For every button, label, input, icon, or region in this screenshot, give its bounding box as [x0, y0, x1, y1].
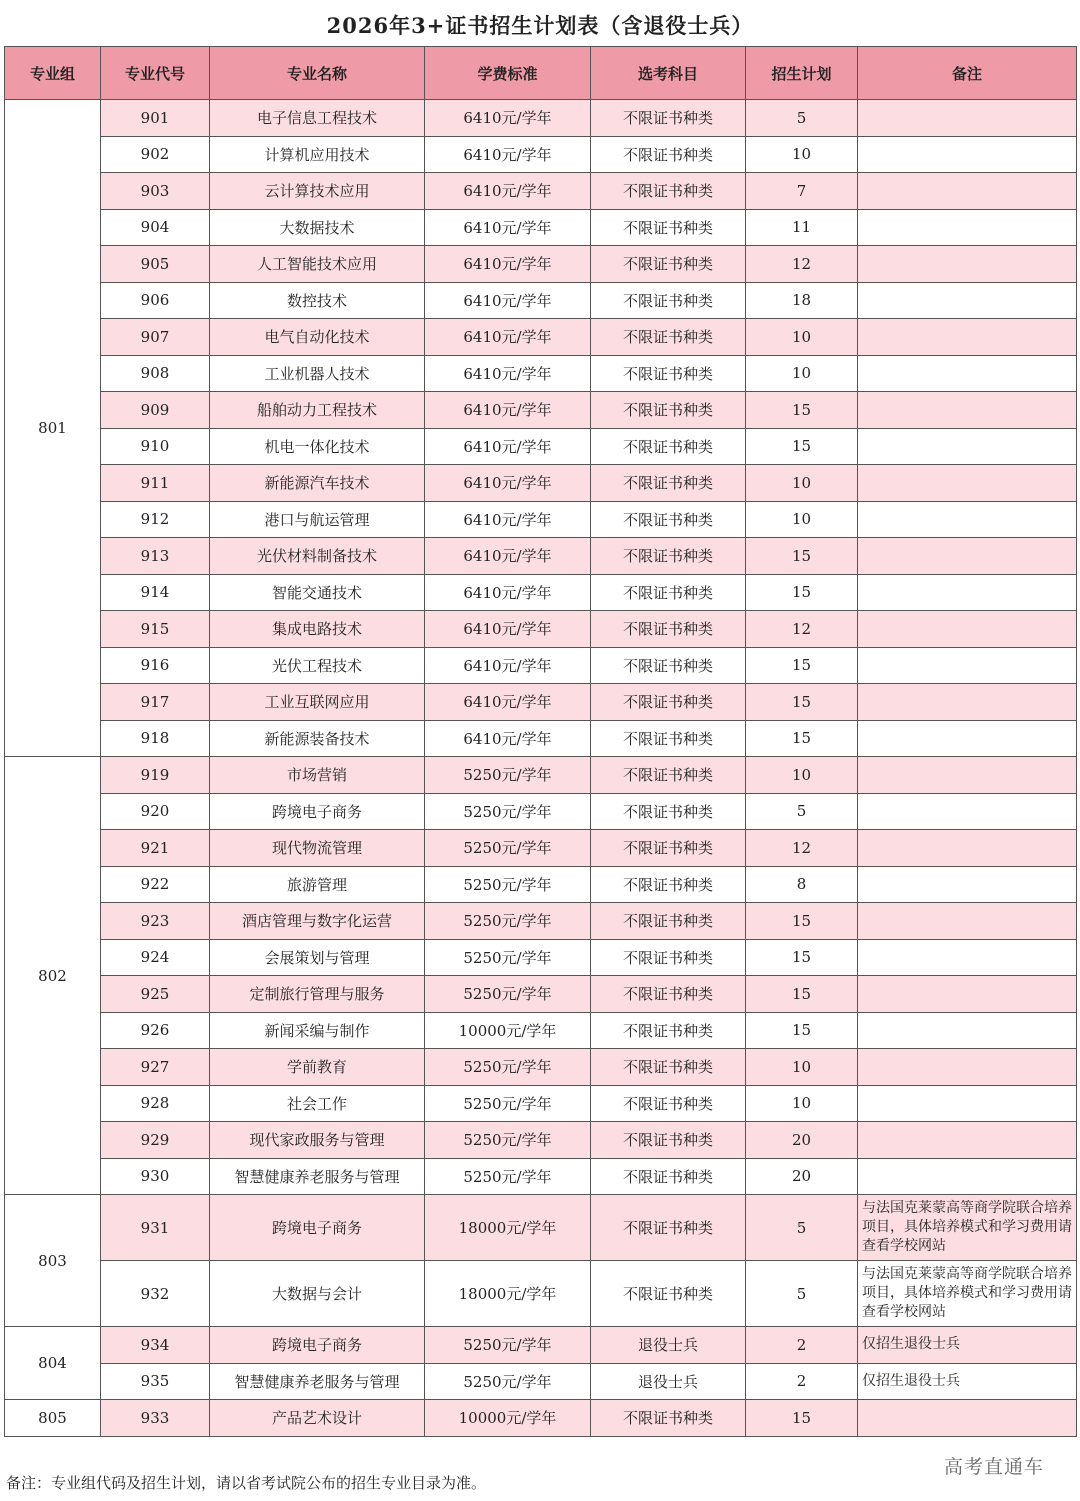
- note-cell: [858, 574, 1077, 611]
- name-cell: 数控技术: [210, 282, 425, 319]
- table-row: [5, 866, 1077, 903]
- subject-cell: 不限证书种类: [591, 136, 746, 173]
- code-cell: 930: [101, 1158, 210, 1195]
- name-cell: 机电一体化技术: [210, 428, 425, 465]
- fee-cell: 6410元/学年: [425, 136, 591, 173]
- plan-cell: 2: [746, 1363, 858, 1400]
- subject-cell: 不限证书种类: [591, 757, 746, 794]
- code-cell: 935: [101, 1363, 210, 1400]
- table-row: [5, 392, 1077, 429]
- name-cell: 大数据与会计: [210, 1261, 425, 1327]
- note-cell: [858, 903, 1077, 940]
- subject-cell: 不限证书种类: [591, 866, 746, 903]
- table-row: [5, 100, 1077, 137]
- plan-cell: 15: [746, 903, 858, 940]
- name-cell: 市场营销: [210, 757, 425, 794]
- plan-cell: 10: [746, 136, 858, 173]
- code-cell: 924: [101, 939, 210, 976]
- subject-cell: 不限证书种类: [591, 100, 746, 137]
- code-cell: 919: [101, 757, 210, 794]
- note-cell: [858, 501, 1077, 538]
- fee-cell: 5250元/学年: [425, 1363, 591, 1400]
- code-cell: 902: [101, 136, 210, 173]
- name-cell: 电子信息工程技术: [210, 100, 425, 137]
- plan-cell: 12: [746, 830, 858, 867]
- plan-cell: 10: [746, 355, 858, 392]
- plan-cell: 20: [746, 1122, 858, 1159]
- name-cell: 工业互联网应用: [210, 684, 425, 721]
- name-cell: 工业机器人技术: [210, 355, 425, 392]
- note-cell: [858, 939, 1077, 976]
- note-cell: [858, 647, 1077, 684]
- plan-cell: 5: [746, 1195, 858, 1261]
- code-cell: 934: [101, 1327, 210, 1364]
- code-cell: 901: [101, 100, 210, 137]
- header-subject: 选考科目: [591, 47, 746, 100]
- note-cell: 与法国克莱蒙高等商学院联合培养项目，具体培养模式和学习费用请查看学校网站: [858, 1195, 1077, 1261]
- group-cell: 802: [5, 757, 101, 1195]
- plan-cell: 15: [746, 976, 858, 1013]
- code-cell: 931: [101, 1195, 210, 1261]
- note-cell: [858, 1400, 1077, 1437]
- subject-cell: 不限证书种类: [591, 793, 746, 830]
- plan-cell: 15: [746, 428, 858, 465]
- table-row: [5, 465, 1077, 502]
- note-cell: [858, 173, 1077, 210]
- table-row: [5, 538, 1077, 575]
- header-fee: 学费标准: [425, 47, 591, 100]
- plan-cell: 7: [746, 173, 858, 210]
- fee-cell: 6410元/学年: [425, 501, 591, 538]
- fee-cell: 5250元/学年: [425, 939, 591, 976]
- header-code: 专业代号: [101, 47, 210, 100]
- group-cell: 801: [5, 100, 101, 757]
- name-cell: 新闻采编与制作: [210, 1012, 425, 1049]
- table-row: [5, 647, 1077, 684]
- fee-cell: 10000元/学年: [425, 1012, 591, 1049]
- note-cell: [858, 793, 1077, 830]
- subject-cell: 不限证书种类: [591, 1085, 746, 1122]
- table-row: [5, 173, 1077, 210]
- subject-cell: 不限证书种类: [591, 538, 746, 575]
- table-row: [5, 501, 1077, 538]
- plan-cell: 15: [746, 574, 858, 611]
- code-cell: 916: [101, 647, 210, 684]
- name-cell: 新能源装备技术: [210, 720, 425, 757]
- code-cell: 923: [101, 903, 210, 940]
- plan-cell: 15: [746, 647, 858, 684]
- subject-cell: 不限证书种类: [591, 319, 746, 356]
- code-cell: 925: [101, 976, 210, 1013]
- header-note: 备注: [858, 47, 1077, 100]
- plan-cell: 5: [746, 1261, 858, 1327]
- fee-cell: 6410元/学年: [425, 611, 591, 648]
- note-cell: [858, 866, 1077, 903]
- fee-cell: 5250元/学年: [425, 830, 591, 867]
- name-cell: 计算机应用技术: [210, 136, 425, 173]
- subject-cell: 不限证书种类: [591, 611, 746, 648]
- note-cell: [858, 136, 1077, 173]
- note-cell: [858, 684, 1077, 721]
- plan-cell: 8: [746, 866, 858, 903]
- group-cell: 804: [5, 1327, 101, 1400]
- note-cell: [858, 319, 1077, 356]
- table-row: [5, 793, 1077, 830]
- table-row: [5, 1085, 1077, 1122]
- note-cell: [858, 246, 1077, 283]
- note-cell: [858, 611, 1077, 648]
- note-cell: [858, 538, 1077, 575]
- table-row: [5, 1195, 1077, 1261]
- fee-cell: 6410元/学年: [425, 209, 591, 246]
- table-row: [5, 1261, 1077, 1327]
- fee-cell: 5250元/学年: [425, 976, 591, 1013]
- fee-cell: 6410元/学年: [425, 574, 591, 611]
- name-cell: 智慧健康养老服务与管理: [210, 1158, 425, 1195]
- name-cell: 旅游管理: [210, 866, 425, 903]
- subject-cell: 不限证书种类: [591, 1261, 746, 1327]
- fee-cell: 6410元/学年: [425, 428, 591, 465]
- header-row: [5, 47, 1077, 100]
- note-cell: [858, 355, 1077, 392]
- subject-cell: 不限证书种类: [591, 1195, 746, 1261]
- code-cell: 904: [101, 209, 210, 246]
- fee-cell: 6410元/学年: [425, 720, 591, 757]
- table-row: [5, 355, 1077, 392]
- name-cell: 云计算技术应用: [210, 173, 425, 210]
- note-cell: 仅招生退役士兵: [858, 1363, 1077, 1400]
- subject-cell: 不限证书种类: [591, 1049, 746, 1086]
- plan-cell: 12: [746, 611, 858, 648]
- subject-cell: 不限证书种类: [591, 355, 746, 392]
- table-row: [5, 246, 1077, 283]
- plan-cell: 10: [746, 757, 858, 794]
- code-cell: 926: [101, 1012, 210, 1049]
- subject-cell: 不限证书种类: [591, 939, 746, 976]
- fee-cell: 5250元/学年: [425, 793, 591, 830]
- plan-cell: 18: [746, 282, 858, 319]
- note-cell: [858, 976, 1077, 1013]
- code-cell: 928: [101, 1085, 210, 1122]
- footnote: 备注：专业组代码及招生计划，请以省考试院公布的招生专业目录为准。: [6, 1474, 487, 1492]
- fee-cell: 5250元/学年: [425, 757, 591, 794]
- subject-cell: 不限证书种类: [591, 647, 746, 684]
- name-cell: 现代物流管理: [210, 830, 425, 867]
- enrollment-plan-table: [4, 46, 1077, 1437]
- note-cell: [858, 465, 1077, 502]
- table-row: [5, 1122, 1077, 1159]
- plan-cell: 12: [746, 246, 858, 283]
- subject-cell: 不限证书种类: [591, 574, 746, 611]
- code-cell: 929: [101, 1122, 210, 1159]
- name-cell: 智能交通技术: [210, 574, 425, 611]
- fee-cell: 6410元/学年: [425, 684, 591, 721]
- table-row: [5, 209, 1077, 246]
- plan-cell: 10: [746, 1085, 858, 1122]
- name-cell: 会展策划与管理: [210, 939, 425, 976]
- fee-cell: 6410元/学年: [425, 100, 591, 137]
- table-row: [5, 1400, 1077, 1437]
- name-cell: 船舶动力工程技术: [210, 392, 425, 429]
- fee-cell: 6410元/学年: [425, 319, 591, 356]
- subject-cell: 不限证书种类: [591, 173, 746, 210]
- subject-cell: 不限证书种类: [591, 1012, 746, 1049]
- plan-cell: 5: [746, 793, 858, 830]
- code-cell: 912: [101, 501, 210, 538]
- note-cell: [858, 428, 1077, 465]
- header-group: 专业组: [5, 47, 101, 100]
- fee-cell: 18000元/学年: [425, 1195, 591, 1261]
- plan-cell: 15: [746, 720, 858, 757]
- fee-cell: 6410元/学年: [425, 282, 591, 319]
- name-cell: 现代家政服务与管理: [210, 1122, 425, 1159]
- subject-cell: 不限证书种类: [591, 903, 746, 940]
- name-cell: 酒店管理与数字化运营: [210, 903, 425, 940]
- header-name: 专业名称: [210, 47, 425, 100]
- code-cell: 933: [101, 1400, 210, 1437]
- name-cell: 学前教育: [210, 1049, 425, 1086]
- fee-cell: 6410元/学年: [425, 392, 591, 429]
- table-row: [5, 1327, 1077, 1364]
- code-cell: 927: [101, 1049, 210, 1086]
- name-cell: 新能源汽车技术: [210, 465, 425, 502]
- subject-cell: 不限证书种类: [591, 392, 746, 429]
- code-cell: 911: [101, 465, 210, 502]
- group-cell: 805: [5, 1400, 101, 1437]
- table-row: [5, 1158, 1077, 1195]
- name-cell: 跨境电子商务: [210, 1327, 425, 1364]
- table-row: [5, 1363, 1077, 1400]
- code-cell: 909: [101, 392, 210, 429]
- name-cell: 产品艺术设计: [210, 1400, 425, 1437]
- code-cell: 915: [101, 611, 210, 648]
- code-cell: 910: [101, 428, 210, 465]
- fee-cell: 5250元/学年: [425, 1049, 591, 1086]
- fee-cell: 18000元/学年: [425, 1261, 591, 1327]
- table-row: [5, 1049, 1077, 1086]
- subject-cell: 不限证书种类: [591, 282, 746, 319]
- fee-cell: 5250元/学年: [425, 1327, 591, 1364]
- plan-cell: 15: [746, 939, 858, 976]
- code-cell: 905: [101, 246, 210, 283]
- fee-cell: 6410元/学年: [425, 465, 591, 502]
- note-cell: [858, 209, 1077, 246]
- subject-cell: 退役士兵: [591, 1327, 746, 1364]
- plan-cell: 5: [746, 100, 858, 137]
- code-cell: 914: [101, 574, 210, 611]
- plan-cell: 15: [746, 392, 858, 429]
- code-cell: 932: [101, 1261, 210, 1327]
- table-row: [5, 574, 1077, 611]
- note-cell: [858, 757, 1077, 794]
- code-cell: 918: [101, 720, 210, 757]
- name-cell: 大数据技术: [210, 209, 425, 246]
- subject-cell: 不限证书种类: [591, 501, 746, 538]
- table-row: [5, 428, 1077, 465]
- note-cell: [858, 100, 1077, 137]
- name-cell: 人工智能技术应用: [210, 246, 425, 283]
- plan-cell: 15: [746, 1012, 858, 1049]
- fee-cell: 6410元/学年: [425, 355, 591, 392]
- table-row: [5, 1012, 1077, 1049]
- fee-cell: 5250元/学年: [425, 1122, 591, 1159]
- name-cell: 光伏材料制备技术: [210, 538, 425, 575]
- watermark: 高考直通车: [944, 1456, 1045, 1478]
- group-cell: 803: [5, 1195, 101, 1327]
- plan-cell: 20: [746, 1158, 858, 1195]
- plan-cell: 10: [746, 465, 858, 502]
- plan-cell: 11: [746, 209, 858, 246]
- subject-cell: 不限证书种类: [591, 720, 746, 757]
- plan-cell: 15: [746, 1400, 858, 1437]
- table-row: [5, 136, 1077, 173]
- table-row: [5, 684, 1077, 721]
- subject-cell: 不限证书种类: [591, 465, 746, 502]
- name-cell: 集成电路技术: [210, 611, 425, 648]
- code-cell: 908: [101, 355, 210, 392]
- note-cell: [858, 1122, 1077, 1159]
- fee-cell: 5250元/学年: [425, 1158, 591, 1195]
- subject-cell: 不限证书种类: [591, 209, 746, 246]
- table-row: [5, 976, 1077, 1013]
- note-cell: 仅招生退役士兵: [858, 1327, 1077, 1364]
- fee-cell: 5250元/学年: [425, 903, 591, 940]
- fee-cell: 6410元/学年: [425, 246, 591, 283]
- table-row: [5, 611, 1077, 648]
- note-cell: [858, 1012, 1077, 1049]
- table-row: [5, 939, 1077, 976]
- table-row: [5, 903, 1077, 940]
- fee-cell: 5250元/学年: [425, 866, 591, 903]
- plan-cell: 10: [746, 501, 858, 538]
- fee-cell: 6410元/学年: [425, 538, 591, 575]
- name-cell: 港口与航运管理: [210, 501, 425, 538]
- subject-cell: 不限证书种类: [591, 1400, 746, 1437]
- subject-cell: 不限证书种类: [591, 684, 746, 721]
- plan-cell: 2: [746, 1327, 858, 1364]
- fee-cell: 5250元/学年: [425, 1085, 591, 1122]
- subject-cell: 退役士兵: [591, 1363, 746, 1400]
- code-cell: 917: [101, 684, 210, 721]
- code-cell: 921: [101, 830, 210, 867]
- note-cell: [858, 1158, 1077, 1195]
- note-cell: [858, 392, 1077, 429]
- subject-cell: 不限证书种类: [591, 1158, 746, 1195]
- name-cell: 智慧健康养老服务与管理: [210, 1363, 425, 1400]
- name-cell: 电气自动化技术: [210, 319, 425, 356]
- fee-cell: 6410元/学年: [425, 173, 591, 210]
- page-title: 2026年3+证书招生计划表（含退役士兵）: [326, 13, 754, 38]
- subject-cell: 不限证书种类: [591, 976, 746, 1013]
- fee-cell: 10000元/学年: [425, 1400, 591, 1437]
- code-cell: 903: [101, 173, 210, 210]
- subject-cell: 不限证书种类: [591, 1122, 746, 1159]
- code-cell: 920: [101, 793, 210, 830]
- header-plan: 招生计划: [746, 47, 858, 100]
- plan-cell: 10: [746, 319, 858, 356]
- table-row: [5, 830, 1077, 867]
- note-cell: 与法国克莱蒙高等商学院联合培养项目，具体培养模式和学习费用请查看学校网站: [858, 1261, 1077, 1327]
- subject-cell: 不限证书种类: [591, 830, 746, 867]
- table-row: [5, 319, 1077, 356]
- name-cell: 定制旅行管理与服务: [210, 976, 425, 1013]
- table-row: [5, 757, 1077, 794]
- table-row: [5, 720, 1077, 757]
- plan-cell: 15: [746, 538, 858, 575]
- table-row: [5, 282, 1077, 319]
- note-cell: [858, 1049, 1077, 1086]
- name-cell: 跨境电子商务: [210, 1195, 425, 1261]
- plan-cell: 10: [746, 1049, 858, 1086]
- plan-cell: 15: [746, 684, 858, 721]
- subject-cell: 不限证书种类: [591, 246, 746, 283]
- code-cell: 906: [101, 282, 210, 319]
- name-cell: 跨境电子商务: [210, 793, 425, 830]
- fee-cell: 6410元/学年: [425, 647, 591, 684]
- name-cell: 光伏工程技术: [210, 647, 425, 684]
- code-cell: 907: [101, 319, 210, 356]
- code-cell: 913: [101, 538, 210, 575]
- subject-cell: 不限证书种类: [591, 428, 746, 465]
- code-cell: 922: [101, 866, 210, 903]
- note-cell: [858, 1085, 1077, 1122]
- name-cell: 社会工作: [210, 1085, 425, 1122]
- note-cell: [858, 830, 1077, 867]
- note-cell: [858, 720, 1077, 757]
- note-cell: [858, 282, 1077, 319]
